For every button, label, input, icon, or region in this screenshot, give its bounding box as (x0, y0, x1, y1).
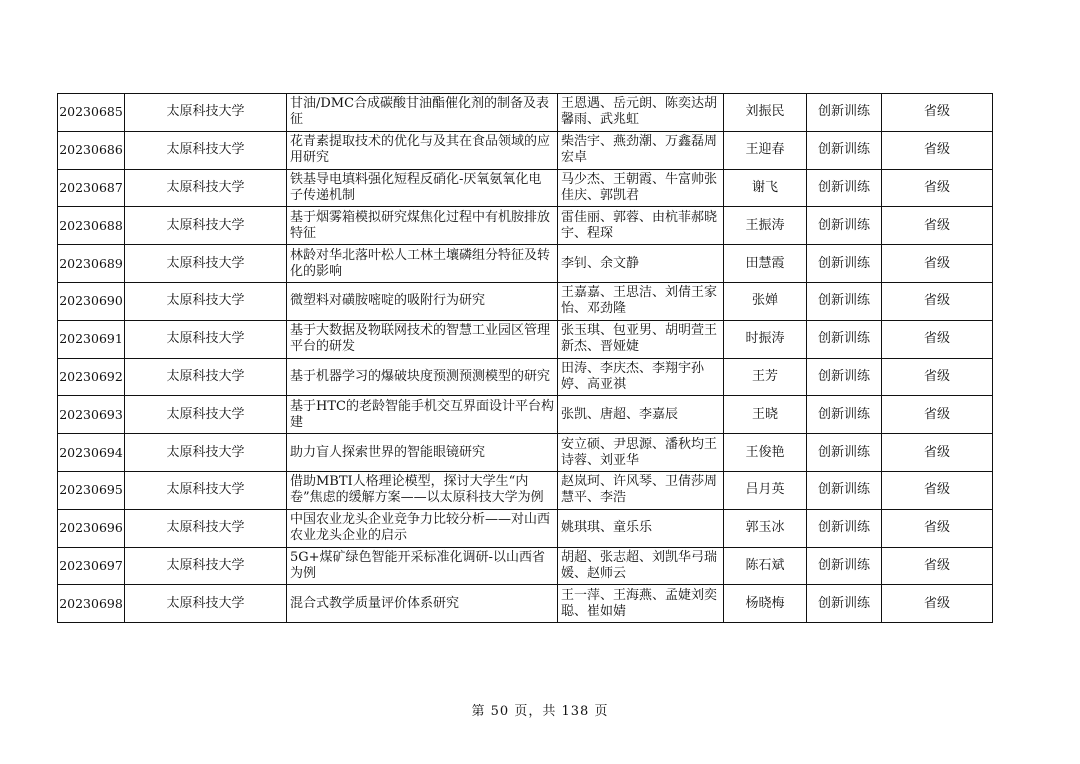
project-title-cell (287, 547, 558, 585)
project-level-cell: 省级 (882, 547, 993, 585)
members-text: 姚琪琪、童乐乐 (561, 520, 653, 536)
school-cell: 太原科技大学 (125, 131, 287, 169)
project-level-cell: 省级 (882, 320, 993, 358)
members-cell (558, 471, 724, 509)
members-text: 田涛、李庆杰、李翔宇孙婷、高亚祺 (561, 360, 705, 392)
project-title-cell (287, 282, 558, 320)
project-type-cell: 创新训练 (807, 585, 882, 623)
project-level-cell: 省级 (882, 434, 993, 472)
members-text: 雷佳丽、郭蓉、由杭菲郝晓宇、程琛 (561, 209, 718, 241)
project-type-cell: 创新训练 (807, 94, 882, 132)
project-title-text: 基于大数据及物联网技术的智慧工业园区管理平台的研发 (290, 323, 551, 355)
advisor-cell: 郭玉冰 (724, 509, 807, 547)
project-type-cell: 创新训练 (807, 282, 882, 320)
project-type-cell: 创新训练 (807, 509, 882, 547)
advisor-cell: 杨晓梅 (724, 585, 807, 623)
project-level-cell: 省级 (882, 396, 993, 434)
project-id-cell: 20230686 (58, 131, 125, 169)
project-level-cell: 省级 (882, 282, 993, 320)
school-cell: 太原科技大学 (125, 509, 287, 547)
members-cell (558, 585, 724, 623)
project-title-text: 甘油/DMC合成碳酸甘油酯催化剂的制备及表征 (290, 96, 550, 128)
table-row (58, 471, 993, 509)
project-id-cell: 20230689 (58, 245, 125, 283)
project-id-cell: 20230694 (58, 434, 125, 472)
advisor-cell: 张婵 (724, 282, 807, 320)
project-id-cell: 20230697 (58, 547, 125, 585)
members-text: 赵岚珂、许风琴、卫倩莎周慧平、李浩 (561, 474, 718, 506)
project-type-cell: 创新训练 (807, 207, 882, 245)
project-title-cell (287, 509, 558, 547)
project-title-cell (287, 94, 558, 132)
project-title-text: 铁基导电填料强化短程反硝化-厌氧氨氧化电子传递机制 (290, 171, 542, 203)
school-cell: 太原科技大学 (125, 396, 287, 434)
project-title-text: 中国农业龙头企业竞争力比较分析——对山西农业龙头企业的启示 (290, 512, 551, 544)
table-row (58, 358, 993, 396)
footer-total-pages: 138 (561, 704, 590, 719)
project-id-cell: 20230693 (58, 396, 125, 434)
project-level-cell: 省级 (882, 245, 993, 283)
advisor-cell: 王芳 (724, 358, 807, 396)
project-type-cell: 创新训练 (807, 434, 882, 472)
project-title-text: 混合式教学质量评价体系研究 (290, 595, 460, 611)
members-cell (558, 547, 724, 585)
project-id-cell: 20230692 (58, 358, 125, 396)
members-text: 柴浩宇、燕劲潮、万鑫磊周宏卓 (561, 134, 718, 166)
members-text: 王一萍、王海燕、孟婕刘奕聪、崔如婧 (561, 587, 718, 619)
table-row (58, 131, 993, 169)
project-title-text: 助力盲人探索世界的智能眼镜研究 (290, 444, 486, 460)
members-cell (558, 434, 724, 472)
project-level-cell: 省级 (882, 169, 993, 207)
members-cell (558, 320, 724, 358)
table-row (58, 282, 993, 320)
project-title-text: 微塑料对磺胺嘧啶的吸附行为研究 (290, 293, 486, 309)
footer-prefix: 第 (471, 704, 486, 719)
project-title-cell (287, 131, 558, 169)
members-text: 胡超、张志超、刘凯华弓瑞媛、赵师云 (561, 549, 718, 581)
members-cell (558, 509, 724, 547)
project-id-cell: 20230691 (58, 320, 125, 358)
school-cell: 太原科技大学 (125, 585, 287, 623)
members-cell (558, 207, 724, 245)
footer-middle: 页，共 (514, 704, 557, 719)
advisor-cell: 王振涛 (724, 207, 807, 245)
table-row (58, 245, 993, 283)
members-cell (558, 396, 724, 434)
project-level-cell: 省级 (882, 585, 993, 623)
footer-suffix: 页 (594, 704, 609, 719)
projects-table-body (58, 94, 993, 623)
project-title-text: 基于烟雾箱模拟研究煤焦化过程中有机胺排放特征 (290, 209, 551, 241)
page-footer (0, 700, 1080, 719)
project-id-cell: 20230695 (58, 471, 125, 509)
members-cell (558, 131, 724, 169)
project-title-cell (287, 396, 558, 434)
project-title-cell (287, 169, 558, 207)
advisor-cell: 时振涛 (724, 320, 807, 358)
project-title-text: 借助MBTI人格理论模型，探讨大学生“内卷”焦虑的缓解方案——以太原科技大学为例 (290, 474, 544, 506)
school-cell: 太原科技大学 (125, 320, 287, 358)
school-cell: 太原科技大学 (125, 282, 287, 320)
school-cell: 太原科技大学 (125, 434, 287, 472)
table-row (58, 320, 993, 358)
members-cell (558, 94, 724, 132)
project-level-cell: 省级 (882, 509, 993, 547)
members-text: 张凯、唐超、李嘉辰 (561, 406, 679, 422)
table-row (58, 396, 993, 434)
table-row (58, 585, 993, 623)
project-id-cell: 20230690 (58, 282, 125, 320)
table-row (58, 509, 993, 547)
project-level-cell: 省级 (882, 207, 993, 245)
table-row (58, 169, 993, 207)
project-title-cell (287, 585, 558, 623)
project-level-cell: 省级 (882, 358, 993, 396)
project-type-cell: 创新训练 (807, 396, 882, 434)
project-level-cell: 省级 (882, 131, 993, 169)
project-title-text: 花青素提取技术的优化与及其在食品领域的应用研究 (290, 134, 551, 166)
members-cell (558, 282, 724, 320)
members-text: 李钊、余文静 (561, 255, 640, 271)
table-row (58, 94, 993, 132)
project-title-cell (287, 471, 558, 509)
table-row (58, 547, 993, 585)
footer-page-number: 50 (490, 704, 510, 719)
project-title-text: 基于HTC的老龄智能手机交互界面设计平台构建 (290, 398, 554, 430)
project-type-cell: 创新训练 (807, 320, 882, 358)
school-cell: 太原科技大学 (125, 207, 287, 245)
project-title-cell (287, 434, 558, 472)
project-title-text: 基于机器学习的爆破块度预测预测模型的研究 (290, 368, 551, 384)
project-type-cell: 创新训练 (807, 131, 882, 169)
project-id-cell: 20230687 (58, 169, 125, 207)
advisor-cell: 王晓 (724, 396, 807, 434)
project-title-text: 林龄对华北落叶松人工林土壤磷组分特征及转化的影响 (290, 247, 551, 279)
project-id-cell: 20230696 (58, 509, 125, 547)
members-cell (558, 245, 724, 283)
members-cell (558, 169, 724, 207)
members-text: 王恩遇、岳元朗、陈奕达胡馨雨、武兆虹 (561, 96, 718, 128)
advisor-cell: 田慧霞 (724, 245, 807, 283)
members-text: 张玉琪、包亚男、胡明萱王新杰、晋娅婕 (561, 323, 718, 355)
project-title-cell (287, 320, 558, 358)
advisor-cell: 谢飞 (724, 169, 807, 207)
school-cell: 太原科技大学 (125, 245, 287, 283)
project-title-cell (287, 358, 558, 396)
project-type-cell: 创新训练 (807, 245, 882, 283)
advisor-cell: 刘振民 (724, 94, 807, 132)
projects-table (57, 93, 993, 623)
school-cell: 太原科技大学 (125, 358, 287, 396)
project-title-cell (287, 207, 558, 245)
project-level-cell: 省级 (882, 94, 993, 132)
project-id-cell: 20230688 (58, 207, 125, 245)
school-cell: 太原科技大学 (125, 547, 287, 585)
table-row (58, 434, 993, 472)
project-type-cell: 创新训练 (807, 358, 882, 396)
project-type-cell: 创新训练 (807, 471, 882, 509)
school-cell: 太原科技大学 (125, 94, 287, 132)
table-row (58, 207, 993, 245)
project-id-cell: 20230698 (58, 585, 125, 623)
members-text: 安立硕、尹思源、潘秋均王诗蓉、刘亚华 (561, 436, 718, 468)
advisor-cell: 王迎春 (724, 131, 807, 169)
project-type-cell: 创新训练 (807, 547, 882, 585)
project-id-cell: 20230685 (58, 94, 125, 132)
advisor-cell: 吕月英 (724, 471, 807, 509)
school-cell: 太原科技大学 (125, 471, 287, 509)
project-title-text: 5G+煤矿绿色智能开采标准化调研-以山西省为例 (290, 549, 545, 581)
project-title-cell (287, 245, 558, 283)
members-text: 马少杰、王朝霞、牛富帅张佳庆、郭凯君 (561, 171, 718, 203)
members-cell (558, 358, 724, 396)
project-level-cell: 省级 (882, 471, 993, 509)
advisor-cell: 陈石斌 (724, 547, 807, 585)
advisor-cell: 王俊艳 (724, 434, 807, 472)
school-cell: 太原科技大学 (125, 169, 287, 207)
members-text: 王嘉嘉、王思洁、刘倩王家怡、邓劲隆 (561, 285, 718, 317)
project-type-cell: 创新训练 (807, 169, 882, 207)
